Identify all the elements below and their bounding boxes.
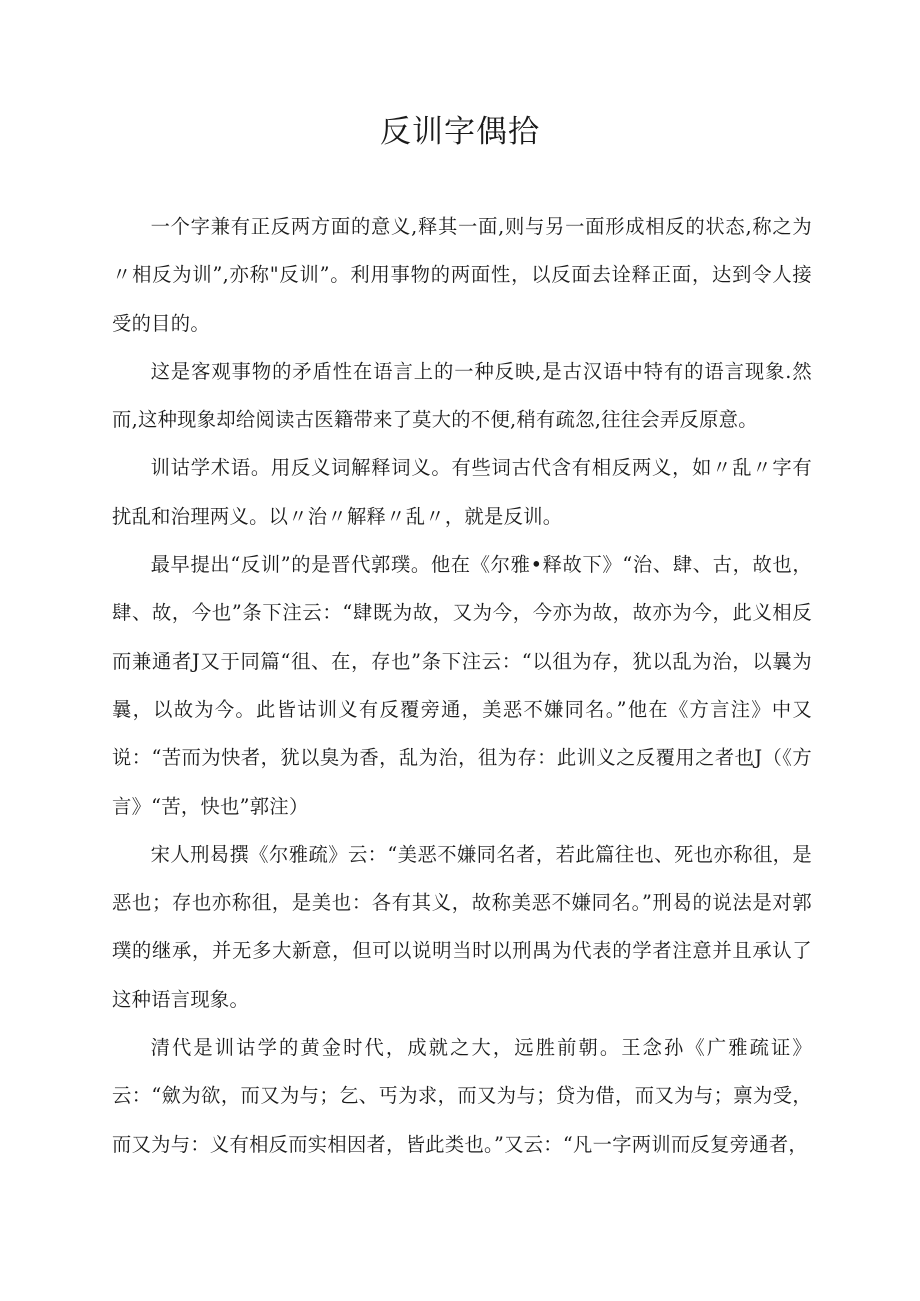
paragraph-song-commentary: 宋人刑曷撰《尔雅疏》云：“美恶不嫌同名者，若此篇往也、死也亦称徂，是恶也；存也亦称徂，是美也：各有其义，故称美恶不嫌同名。”刑曷的说法是对郭璞的继承，并无多大新意，但可以说明当时以刑禺为代表的学者注意并且承认了这种语言现象。	[112, 842, 812, 1011]
paragraph-definition: 一个字兼有正反两方面的意义,释其一面,则与另一面形成相反的状态,称之为〃相反为训”,亦称"反训”。利用事物的两面性，以反面去诠释正面，达到令人接受的目的。	[112, 215, 812, 335]
paragraph-guo-pu: 最早提出“反训”的是晋代郭璞。他在《尔雅•释故下》“治、肆、古，故也，肆、故，今也”条下注云：“肆既为故，又为今，今亦为故，故亦为今，此义相反而兼通者J又于同篇“徂、在，存也”条下注云：“以徂为存，犹以乱为治，以曩为曩，以故为今。此皆诂训义有反覆旁通，美恶不嫌同名。”他在《方言注》中又说：“苦而为快者，犹以臭为香，乱为治，徂为存：此训义之反覆用之者也J（《方言》“苦，快也”郭注）	[112, 553, 812, 818]
paragraph-language-phenomenon: 这是客观事物的矛盾性在语言上的一种反映,是古汉语中特有的语言现象.然而,这种现象却给阅读古医籍带来了莫大的不便,稍有疏忽,往往会弄反原意。	[112, 359, 812, 432]
paragraph-qing-dynasty: 清代是训诂学的黄金时代，成就之大，远胜前朝。王念孙《广雅疏证》云：“歛为欲，而又为与；乞、丐为求，而又为与；贷为借，而又为与；禀为受，而又为与：义有相反而实相因者，皆此类也。”又云：“凡一字两训而反复旁通者，	[112, 1036, 812, 1156]
paragraph-term-explanation: 训诂学术语。用反义词解释词义。有些词古代含有相反两义，如〃乱〃字有扰乱和治理两义。以〃治〃解释〃乱〃，就是反训。	[112, 456, 812, 528]
document-title: 反训字偶拾	[380, 114, 540, 150]
document-body	[112, 203, 812, 1169]
